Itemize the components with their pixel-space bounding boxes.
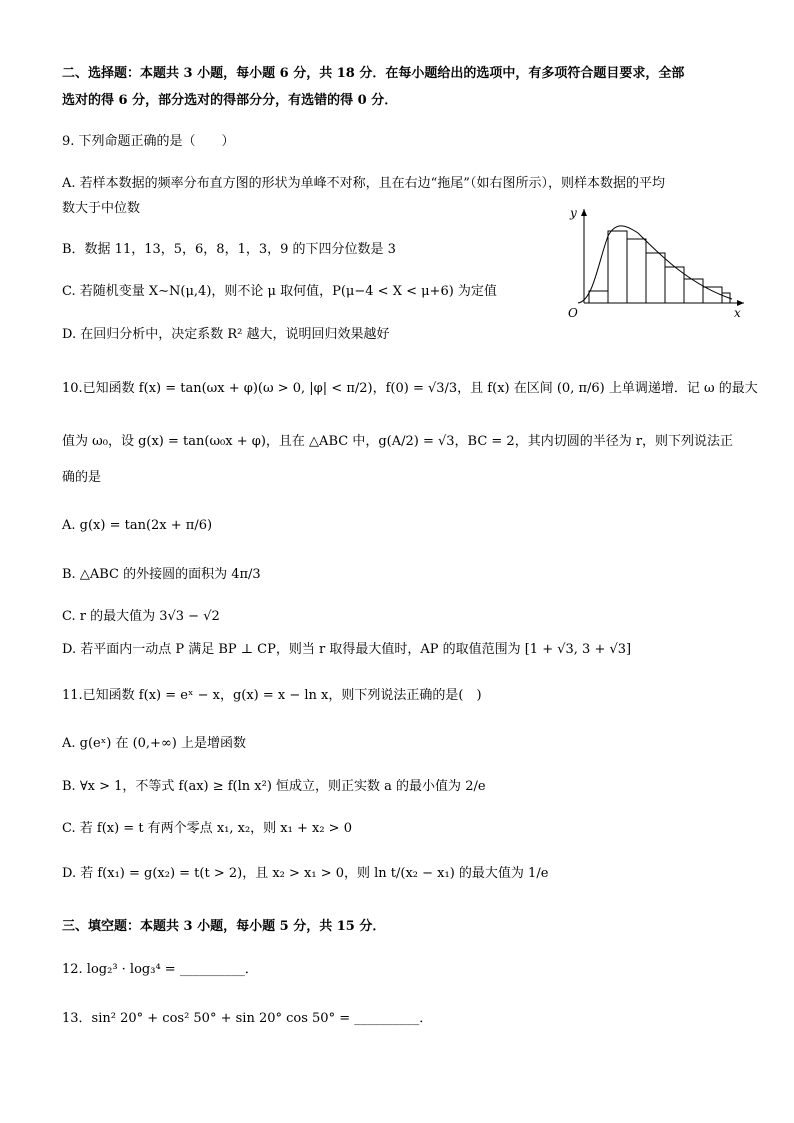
question-13: 13．sin² 20° + cos² 50° + sin 20° cos 50° = __________．: [62, 1011, 433, 1026]
question-9-option-b: B．数据 11，13，5，6，8，1，3，9 的下四分位数是 3: [62, 242, 396, 257]
question-11-stem: 11.已知函数 f(x) = eˣ − x，g(x) = x − ln x，则下列说法正确的是( ): [62, 688, 482, 703]
question-10-line-2: 值为 ω₀，设 g(x) = tan(ω₀x + φ)，且在 △ABC 中，g(A/2) = √3，BC = 2，其内切圆的半径为 r，则下列说法正: [62, 434, 734, 449]
question-10-option-d: D. 若平面内一动点 P 满足 BP ⊥ CP，则当 r 取得最大值时，AP 的取值范围为 [1 + √3, 3 + √3]: [62, 642, 632, 657]
question-10-option-b: B. △ABC 的外接圆的面积为 4π/3: [62, 567, 261, 582]
section-3-heading: 三、填空题：本题共 3 小题，每小题 5 分，共 15 分．: [62, 919, 386, 934]
origin-label: O: [568, 306, 578, 320]
question-9-option-d: D. 在回归分析中，决定系数 R² 越大，说明回归效果越好: [62, 327, 390, 342]
question-10-line-1: 10.已知函数 f(x) = tan(ωx + φ)(ω > 0, |φ| < π/2)，f(0) = √3/3，且 f(x) 在区间 (0, π/6) 上单调递增．记 ω 的最大: [62, 381, 758, 396]
skewed-histogram-figure: [560, 203, 750, 321]
question-11-option-d: D. 若 f(x₁) = g(x₂) = t(t > 2)，且 x₂ > x₁ > 0，则 ln t/(x₂ − x₁) 的最大值为 1/e: [62, 866, 549, 881]
question-11-option-c: C. 若 f(x) = t 有两个零点 x₁, x₂，则 x₁ + x₂ > 0: [62, 821, 352, 836]
question-11-option-a: A. g(eˣ) 在 (0,+∞) 上是增函数: [62, 736, 246, 751]
question-10-line-3: 确的是: [62, 470, 102, 485]
question-11-option-b: B. ∀x > 1，不等式 f(ax) ≥ f(ln x²) 恒成立，则正实数 a 的最小值为 2/e: [62, 779, 486, 794]
question-9-stem: 9. 下列命题正确的是（ ）: [62, 134, 235, 149]
question-10-option-c: C. r 的最大值为 3√3 − √2: [62, 609, 220, 624]
question-9-option-a-line-2: 数大于中位数: [62, 201, 141, 216]
question-12: 12. log₂³ · log₃⁴ = __________．: [62, 962, 258, 977]
question-9-option-a-line-1: A. 若样本数据的频率分布直方图的形状为单峰不对称，且在右边“拖尾”（如右图所示），则样本数据的平均: [62, 176, 665, 191]
section-2-heading-line-1: 二、选择题：本题共 3 小题，每小题 6 分，共 18 分．在每小题给出的选项中，有多项符合题目要求，全部: [62, 66, 685, 81]
section-2-heading-line-2: 选对的得 6 分，部分选对的得部分分，有选错的得 0 分．: [62, 93, 398, 108]
question-10-option-a: A. g(x) = tan(2x + π/6): [62, 518, 213, 533]
y-axis-label: y: [570, 206, 577, 220]
x-axis-label: x: [734, 306, 741, 320]
question-9-option-c: C. 若随机变量 X∼N(μ,4)，则不论 μ 取何值，P(μ−4 < X < μ+6) 为定值: [62, 284, 497, 299]
